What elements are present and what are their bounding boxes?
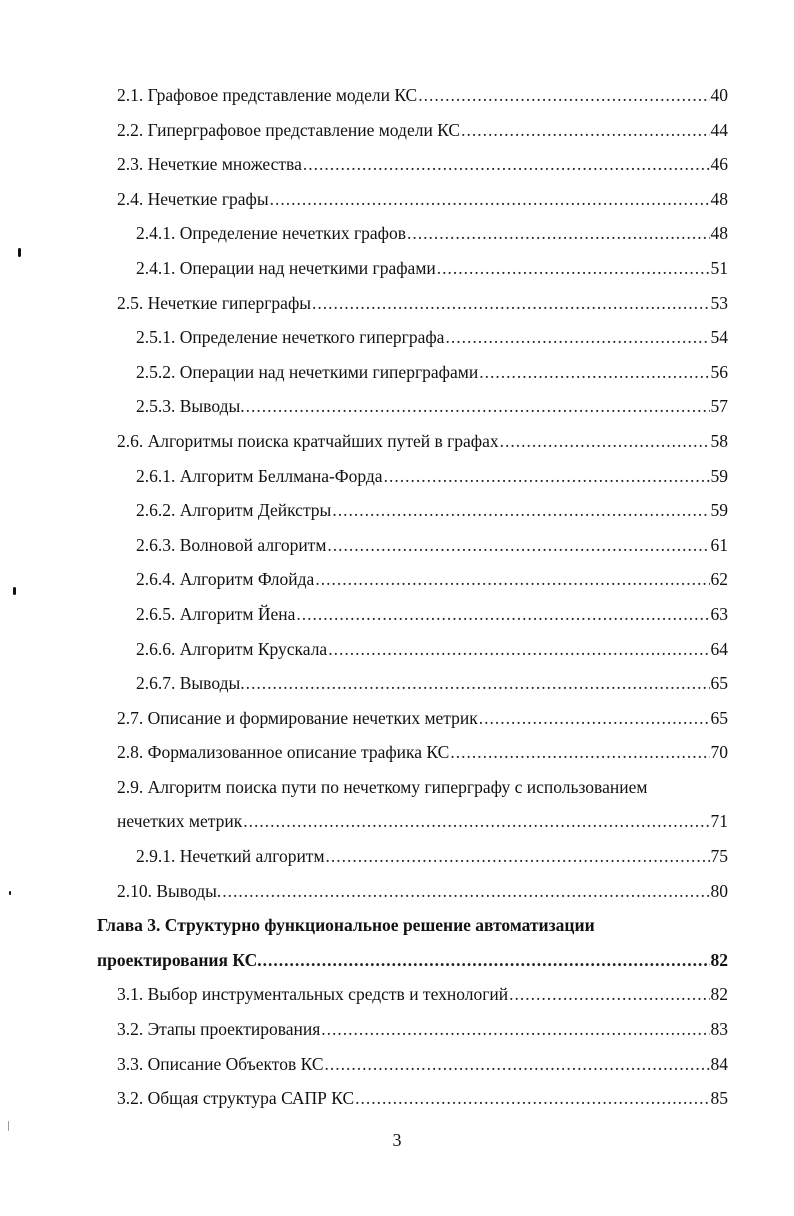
toc-leader-dots (500, 424, 710, 459)
toc-entry-page: 84 (710, 1053, 728, 1074)
toc-leader-dots (461, 113, 709, 148)
toc-entry-page: 46 (710, 154, 728, 175)
toc-entry-title: 2.6.2. Алгоритм Дейкстры (136, 500, 332, 521)
toc-entry-title: 2.4.1. Операции над нечеткими графами (136, 257, 436, 278)
toc-entry-title: 2.4.1. Определение нечетких графов (136, 223, 407, 244)
toc-entry-title: 2.7. Описание и формирование нечетких метрик (117, 707, 478, 728)
toc-leader-dots (246, 389, 710, 424)
toc-entry (0, 804, 794, 839)
toc-leader-dots (327, 528, 709, 563)
toc-entry-page: 80 (710, 880, 728, 901)
toc-entry (0, 770, 794, 805)
toc-leader-dots (325, 1047, 710, 1082)
toc-entry (0, 666, 794, 701)
toc-entry-title: 2.6.3. Волновой алгоритм (136, 534, 327, 555)
toc-entry-page: 51 (710, 257, 728, 278)
toc-entry (0, 251, 794, 286)
table-of-contents (0, 78, 794, 1116)
toc-entry-title: проектирования КС. (97, 949, 262, 970)
scan-speck (9, 891, 11, 895)
toc-entry-title: 2.6.7. Выводы. (136, 673, 245, 694)
toc-entry (0, 493, 794, 528)
toc-entry-page: 56 (710, 361, 728, 382)
toc-entry-title: 2.9. Алгоритм поиска пути по нечеткому гиперграфу с использованием (117, 776, 648, 797)
toc-chapter-entry (0, 943, 794, 978)
toc-entry-title: 2.4. Нечеткие графы (117, 188, 269, 209)
toc-entry-page: 59 (710, 465, 728, 486)
toc-leader-dots (326, 839, 710, 874)
toc-entry-page: 64 (710, 638, 728, 659)
toc-entry-title: 2.5. Нечеткие гиперграфы (117, 292, 312, 313)
toc-entry-page: 63 (710, 603, 728, 624)
toc-entry-page: 44 (710, 119, 728, 140)
toc-leader-dots (312, 286, 709, 321)
toc-leader-dots (509, 977, 709, 1012)
toc-entry-title: 2.10. Выводы. (117, 880, 222, 901)
toc-entry-title: 3.1. Выбор инструментальных средств и технологий (117, 984, 509, 1005)
toc-leader-dots (332, 493, 709, 528)
toc-entry-page: 48 (710, 188, 728, 209)
toc-entry (0, 147, 794, 182)
toc-entry-page: 85 (710, 1088, 728, 1109)
toc-leader-dots (303, 147, 710, 182)
toc-entry-page: 82 (710, 984, 728, 1005)
toc-leader-dots (437, 251, 710, 286)
scan-speck (13, 587, 16, 595)
toc-entry-page: 62 (710, 569, 728, 590)
toc-entry (0, 389, 794, 424)
toc-entry (0, 78, 794, 113)
toc-entry-title: 2.3. Нечеткие множества (117, 154, 302, 175)
toc-entry-title: 3.2. Общая структура САПР КС (117, 1088, 355, 1109)
toc-entry (0, 562, 794, 597)
toc-entry-title: 2.6.1. Алгоритм Беллмана-Форда (136, 465, 383, 486)
toc-leader-dots (246, 666, 710, 701)
toc-chapter-entry (0, 908, 794, 943)
toc-leader-dots (479, 701, 710, 736)
toc-entry-page: 61 (710, 534, 728, 555)
toc-leader-dots (263, 943, 710, 978)
toc-leader-dots (384, 459, 710, 494)
toc-entry (0, 701, 794, 736)
toc-leader-dots (296, 597, 709, 632)
toc-entry-page: 40 (710, 85, 728, 105)
toc-entry-page: 65 (710, 673, 728, 694)
toc-entry (0, 839, 794, 874)
scan-speck (18, 248, 21, 257)
toc-entry-title: 3.2. Этапы проектирования (117, 1019, 321, 1040)
toc-entry-page: 59 (710, 500, 728, 521)
toc-entry-page: 65 (710, 707, 728, 728)
toc-leader-dots (270, 182, 710, 217)
toc-leader-dots (445, 320, 709, 355)
toc-entry (0, 735, 794, 770)
toc-entry (0, 977, 794, 1012)
toc-entry-page: 75 (710, 846, 728, 867)
toc-entry-title: 2.6.5. Алгоритм Йена (136, 603, 296, 624)
toc-entry (0, 424, 794, 459)
toc-entry-page: 58 (710, 430, 728, 451)
toc-entry-page: 53 (710, 292, 728, 313)
toc-entry (0, 632, 794, 667)
toc-leader-dots (315, 562, 709, 597)
toc-entry-title: 2.6.6. Алгоритм Крускала (136, 638, 328, 659)
toc-entry (0, 182, 794, 217)
toc-entry-title: 2.9.1. Нечеткий алгоритм (136, 846, 325, 867)
toc-entry-title: 2.6. Алгоритмы поиска кратчайших путей в графах (117, 430, 499, 451)
toc-entry-page: 57 (710, 396, 728, 417)
toc-entry-title: 2.2. Гиперграфовое представление модели КС (117, 119, 461, 140)
toc-entry-title: 2.5.3. Выводы. (136, 396, 245, 417)
toc-entry (0, 355, 794, 390)
toc-entry (0, 597, 794, 632)
toc-leader-dots (418, 78, 709, 113)
toc-entry (0, 459, 794, 494)
toc-entry-title: 2.8. Формализованное описание трафика КС (117, 742, 450, 763)
toc-entry (0, 286, 794, 321)
toc-entry-page: 70 (710, 742, 728, 763)
toc-leader-dots (243, 804, 709, 839)
toc-entry-page: 83 (710, 1019, 728, 1040)
toc-entry (0, 874, 794, 909)
toc-entry-page: 71 (710, 811, 728, 832)
toc-entry-title: Глава 3. Структурно функциональное решение автоматизации (97, 915, 595, 936)
page-number: 3 (392, 1130, 402, 1150)
toc-leader-dots (321, 1012, 709, 1047)
toc-leader-dots (479, 355, 709, 390)
toc-entry-title: 2.5.1. Определение нечеткого гиперграфа (136, 327, 445, 348)
scan-speck (8, 1121, 9, 1131)
toc-entry-page: 82 (710, 949, 728, 970)
toc-entry (0, 320, 794, 355)
toc-entry (0, 1081, 794, 1116)
toc-entry-title: 2.1. Графовое представление модели КС (117, 85, 418, 105)
toc-entry (0, 528, 794, 563)
toc-entry-title: 2.6.4. Алгоритм Флойда (136, 569, 315, 590)
toc-entry-page: 48 (710, 223, 728, 244)
toc-entry (0, 1012, 794, 1047)
toc-entry (0, 1047, 794, 1082)
toc-leader-dots (450, 735, 709, 770)
toc-leader-dots (355, 1081, 709, 1116)
toc-entry (0, 113, 794, 148)
toc-entry (0, 216, 794, 251)
toc-entry-title: 2.5.2. Операции над нечеткими гиперграфами (136, 361, 479, 382)
toc-leader-dots (407, 216, 709, 251)
toc-entry-title: 3.3. Описание Объектов КС (117, 1053, 324, 1074)
toc-entry-page: 54 (710, 327, 728, 348)
toc-entry-title: нечетких метрик (117, 811, 243, 832)
toc-leader-dots (222, 874, 709, 909)
toc-leader-dots (328, 632, 709, 667)
